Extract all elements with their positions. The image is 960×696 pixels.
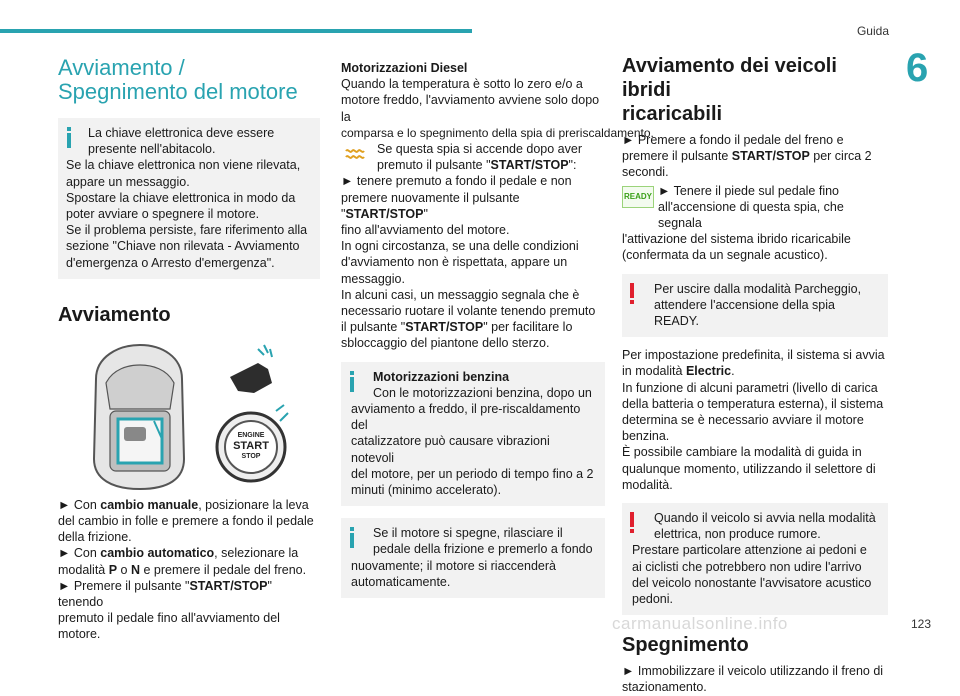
column-1 xyxy=(58,56,320,643)
running-header: Guida xyxy=(856,24,889,38)
info-box-stall: Se il motore si spegne, rilasciare il pedale della frizione e premerlo a fondo nuovamente; il motore si riaccenderà automaticamente. xyxy=(341,518,605,598)
info-box-chiave: La chiave elettronica deve essere presente nell'abitacolo. Se la chiave elettronica non viene rilevata, appare un messaggio. Spostare la chiave elettronica in modo da poter avviare o spegnere il motore. Se il problema persiste, fare riferimento alla sezione "Chiave non rilevata - Avviamento d'emergenza o Arresto d'emergenza". xyxy=(58,118,320,279)
info-box-benzina: Motorizzazioni benzina Con le motorizzazioni benzina, dopo un avviamento a freddo, il pre-riscaldamento del catalizzatore può causare vibrazioni notevoli del motore, per un periodo di tempo fino a 2 minuti (minimo accelerato). xyxy=(341,362,605,507)
ready-indicator-icon: READY xyxy=(622,186,654,208)
page-number: 123 xyxy=(910,617,931,631)
column-2: Motorizzazioni Diesel Quando la temperatura è sotto lo zero e/o a motore freddo, l'avviamento avviene solo dopo la comparsa e lo spegnimento della spia di preriscaldamento. Se questa spia si accende dopo aver premuto il pulsante "START/STOP": ► tenere premuto a fondo il pedale e non premere nuovamente il pulsante "START/STOP" fino all'avviamento del motore. In ogni circostanza, se una delle condizioni d'avviamento non è rispettata, appare un messaggio. In alcuni casi, un messaggio segnala che è necessario ruotare il volante tenendo premuto il pulsante "START/STOP" per facilitare lo sbloccaggio del piantone dello sterzo. Motorizzazioni benzina Con le motorizzazioni benzina, dopo un avviamento a freddo, il pre-riscaldamento del catalizzatore può causare vibrazioni notevoli del motore, per un periodo di tempo fino a 2 minuti (minimo accelerato). Se il motore si spegne, rilasciare il pedale della frizione e premerlo a fondo nuovamente; il motore si riaccenderà automaticamente. xyxy=(341,60,605,598)
info-icon xyxy=(66,127,71,149)
electric-paragraph: Per impostazione predefinita, il sistema si avvia in modalità Electric. In funzione di alcuni parametri (livello di carica della batteria o temperatura esterna), il sistema determina se è necessario avviare il motore benzina. È possibile cambiare la modalità di guida in qualunque momento, utilizzando il selettore di modalità. xyxy=(622,348,885,492)
warning-box-parcheggio: Per uscire dalla modalità Parcheggio, attendere l'accensione della spia READY. xyxy=(622,274,888,338)
section-title-avviamento: Avviamento xyxy=(58,303,171,326)
chapter-number: 6 xyxy=(906,46,929,90)
info-icon xyxy=(349,371,354,393)
preheat-paragraph: Se questa spia si accende dopo aver premuto il pulsante "START/STOP": xyxy=(341,141,605,173)
section-title-ibridi: Avviamento dei veicoli ibridi ricaricabili xyxy=(622,55,837,125)
info-icon xyxy=(349,527,354,549)
section-title-avviamento-spegnimento: Avviamento / Spegnimento del motore xyxy=(58,55,298,104)
column-3: Avviamento dei veicoli ibridi ricaricabili ► Premere a fondo il pedale del freno e premere il pulsante START/STOP per circa 2 secondi. READY ► Tenere il piede sul pedale fino all'accensione di questa spia, che segnala l'attivazione del sistema ibrido ricaricabile (confermata da un segnale acustico). Per uscire dalla modalità Parcheggio, attendere l'accensione della spia READY. Per impostazione predefinita, il sistema si avvia in modalità Electric. In funzione di alcuni parametri (livello di carica della batteria o temperatura esterna), il sistema determina se è necessario avviare il motore benzina. È possibile cambiare la modalità di guida in qualunque momento, utilizzando il selettore di modalità. Quando il veicolo si avvia nella modalità elettrica, non produce rumore. Prestare particolare attenzione ai pedoni e ai ciclisti che potrebbero non udire l'arrivo del veicolo nonostante l'avvisatore acustico pedoni. Spegnimento ► Immobilizzare il veicolo utilizzando il freno di stazionamento. xyxy=(622,54,888,696)
manuale-paragraph: ► Con cambio manuale, posizionare la leva del cambio in folle e premere a fondo il pedale della frizione. ► Con cambio automatico, selezionare la modalità P o N e premere il pedale del freno. ► Premere il pulsante "START/STOP" tenendo premuto il pedale fino all'avviamento del motore. xyxy=(58,497,314,642)
warning-icon xyxy=(630,283,634,304)
car-key-illustration xyxy=(58,339,320,491)
engine-button-label: ENGINE START STOP xyxy=(233,431,269,460)
watermark: carmanualsonline.info xyxy=(612,614,788,633)
diesel-title: Motorizzazioni Diesel xyxy=(341,61,468,75)
hand-press-icon xyxy=(230,345,272,393)
ready-paragraph: READY ► Tenere il piede sul pedale fino all'accensione di questa spia, che segnala xyxy=(623,183,844,231)
section-title-spegnimento: Spegnimento xyxy=(622,634,749,657)
warning-box-silenzioso: Quando il veicolo si avvia nella modalità elettrica, non produce rumore. Prestare particolare attenzione ai pedoni e ai ciclisti che potrebbero non udire l'arrivo del veicolo nonostante l'avvisatore acustico pedoni. xyxy=(622,503,888,615)
header-accent-bar xyxy=(0,29,472,33)
warning-icon xyxy=(630,512,634,533)
car-top-view-icon xyxy=(94,345,184,489)
illustration-area xyxy=(58,339,320,491)
preheat-warning-icon xyxy=(341,143,369,169)
